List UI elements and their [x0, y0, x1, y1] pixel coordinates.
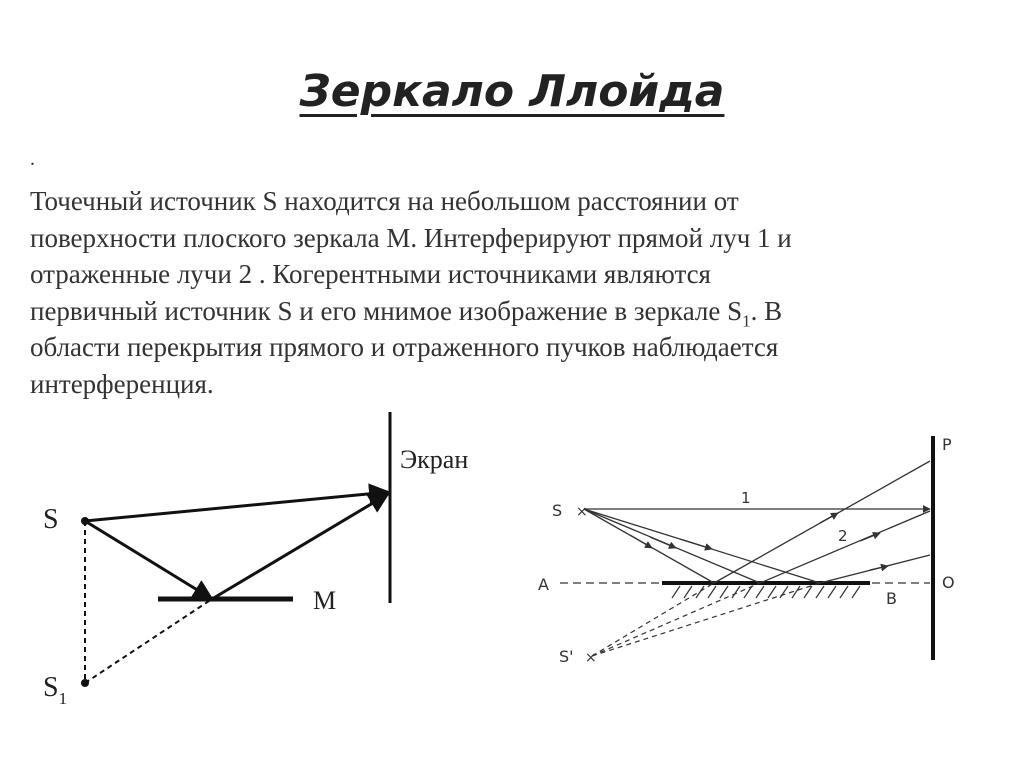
mirror-label: M — [313, 586, 337, 615]
paragraph-line-text: . В — [750, 295, 783, 326]
incident-ray-arrows — [630, 535, 712, 549]
reflected-ray — [212, 494, 388, 599]
label-o: O — [942, 573, 955, 592]
bullet-marker: . — [30, 148, 35, 170]
reflected-ray-arrows — [820, 513, 888, 570]
screen-label: Экран — [400, 445, 469, 474]
image-ray-dashed — [85, 599, 212, 683]
paragraph-line: области перекрытия прямого и отраженного пучков наблюдается — [30, 332, 779, 363]
paragraph-line: Точечный источник S находится на небольшом расстоянии от — [30, 186, 739, 216]
paragraph-line-text: первичный источник S и его мнимое изображение в зеркале S — [30, 295, 743, 326]
label-b: B — [886, 589, 897, 608]
label-s-image: S' — [559, 647, 574, 666]
source-s-marker: × — [576, 504, 588, 520]
paragraph-line: поверхности плоского зеркала М. Интерферируют прямой луч 1 и — [30, 222, 792, 253]
ray-2-label: 2 — [838, 527, 848, 545]
ray-1-label: 1 — [741, 489, 751, 507]
label-a: A — [538, 575, 549, 594]
slide-title-text: Зеркало Ллойда — [299, 66, 725, 117]
label-p: P — [942, 435, 952, 454]
virtual-rays-dashed — [592, 583, 820, 656]
image-label-main: S — [43, 672, 59, 703]
incident-ray — [85, 521, 212, 599]
left-diagram — [43, 412, 468, 708]
paragraph-line: отраженные лучи 2 . Когерентными источниками являются — [30, 259, 711, 290]
source-label: S — [43, 504, 59, 535]
mirror-hatching — [672, 586, 860, 598]
label-s: S — [552, 501, 563, 520]
image-s-marker: × — [585, 650, 597, 666]
direct-ray — [85, 492, 388, 521]
subscript: 1 — [742, 311, 751, 331]
right-diagram — [538, 435, 955, 666]
image-label-sub: 1 — [58, 689, 68, 708]
image-label — [43, 672, 67, 708]
paragraph-line: интерференция. — [30, 368, 214, 399]
